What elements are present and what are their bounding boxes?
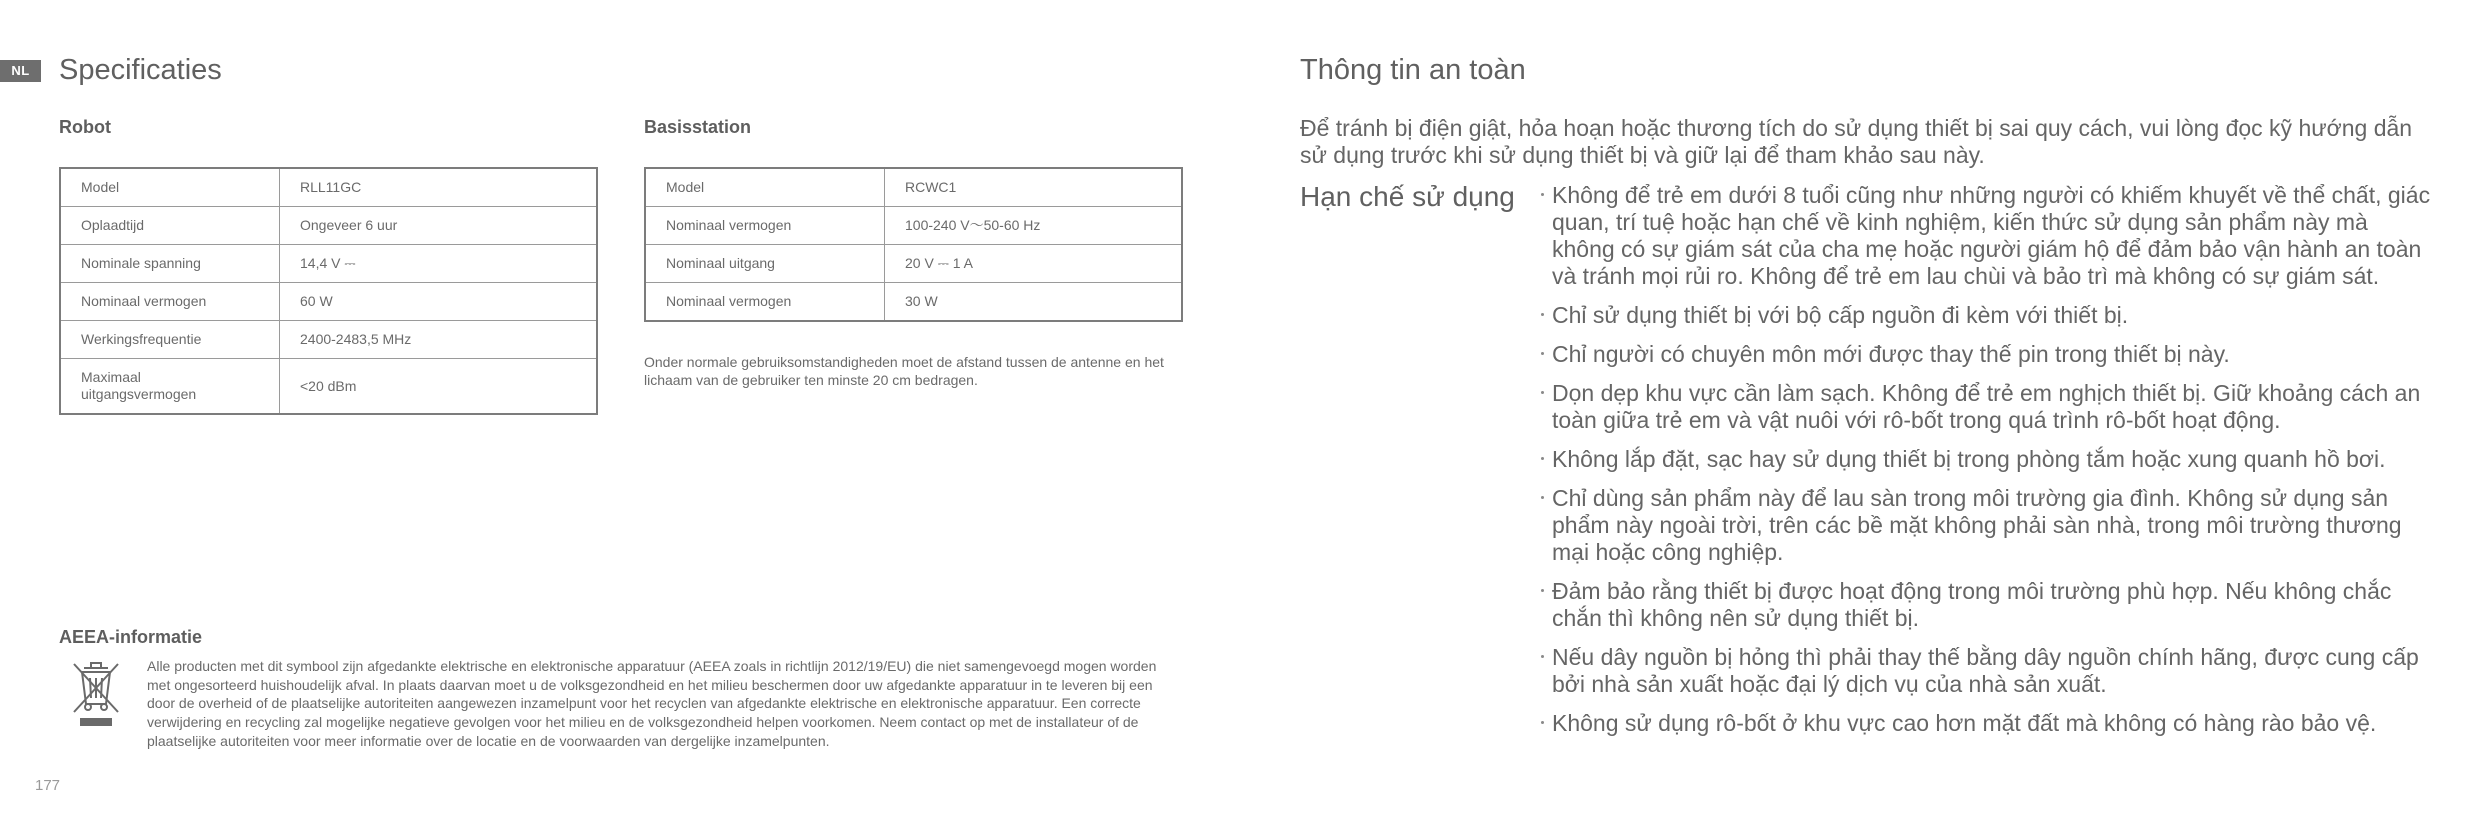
spec-value: 20 V ⎓ 1 A	[885, 245, 1183, 283]
table-row	[60, 168, 597, 207]
spec-key: Model	[60, 168, 280, 207]
list-item	[1541, 710, 2433, 737]
table-row	[60, 245, 597, 283]
spec-key: Model	[645, 168, 885, 207]
base-station-spec-table	[644, 167, 1183, 322]
list-item	[1541, 578, 2433, 632]
aeea-info-text: Alle producten met dit symbool zijn afgedankte elektrische en elektronische apparatuur (AEEA zoals in richtlijn 2012/19/EU) die niet samengevoegd mogen worden met ongesorteerd huishoudelijk afval. In plaats daarvan moet u de volksgezondheid en het milieu beschermen door uw afgedankte apparatuur in te leveren bij een door de overheid of de plaatselijke autoriteiten aangewezen inzamelpunt voor het recyclen van afgedankte elektrische en elektronische apparatuur. Een correcte verwijdering en recycling zal mogelijke negatieve gevolgen voor het milieu en de volksgezondheid helpen voorkomen. Neem contact op met de installateur of de plaatselijke autoriteiten voor meer informatie over de locatie en de voorwaarden van dergelijke inzamelpunten.	[147, 658, 1157, 749]
spec-key: Oplaadtijd	[60, 207, 280, 245]
restriction-heading: Hạn chế sử dụng	[1300, 181, 1515, 212]
table-row	[645, 283, 1182, 322]
bullet-dot-icon	[1541, 655, 1544, 658]
bullet-dot-icon	[1541, 391, 1544, 394]
weee-crossed-bin-icon	[70, 660, 122, 730]
robot-spec-table	[59, 167, 598, 415]
table-row	[60, 321, 597, 359]
list-item-text: Nếu dây nguồn bị hỏng thì phải thay thế bằng dây nguồn chính hãng, được cung cấp bởi nhà sản xuất hoặc đại lý dịch vụ của nhà sản xuất.	[1552, 644, 2419, 697]
bullet-dot-icon	[1541, 313, 1544, 316]
spec-key: Werkingsfrequentie	[60, 321, 280, 359]
page-number: 177	[35, 777, 61, 794]
page-title: Specificaties	[59, 54, 222, 86]
bullet-dot-icon	[1541, 457, 1544, 460]
spec-value: Ongeveer 6 uur	[280, 207, 598, 245]
bullet-dot-icon	[1541, 352, 1544, 355]
spec-value: RLL11GC	[280, 168, 598, 207]
table-row	[60, 207, 597, 245]
list-item-text: Chỉ sử dụng thiết bị với bộ cấp nguồn đi kèm với thiết bị.	[1552, 302, 2129, 328]
list-item-text: Chỉ người có chuyên môn mới được thay thế pin trong thiết bị này.	[1552, 341, 2230, 367]
list-item	[1541, 302, 2433, 329]
list-item	[1541, 485, 2433, 566]
table-row	[60, 359, 597, 415]
list-item	[1541, 341, 2433, 368]
aeea-heading: AEEA-informatie	[59, 627, 203, 647]
spec-value: 100-240 V～50-60 Hz	[885, 207, 1183, 245]
list-item-text: Dọn dẹp khu vực cần làm sạch. Không để trẻ em nghịch thiết bị. Giữ khoảng cách an toàn giữa trẻ em và vật nuôi với rô-bốt trong quá trình rô-bốt hoạt động.	[1552, 380, 2421, 433]
language-tab: NL	[0, 60, 41, 82]
table-row	[60, 283, 597, 321]
list-item-text: Không để trẻ em dưới 8 tuổi cũng như những người có khiếm khuyết về thể chất, giác quan, trí tuệ hoặc hạn chế về kinh nghiệm, kiến thức sử dụng sản phẩm này mà không có sự giám sát của cha mẹ hoặc người giám hộ để đảm bảo vận hành an toàn và tránh mọi rủi ro. Không để trẻ em lau chùi và bảo trì mà không có sự giám sát.	[1552, 182, 2431, 289]
table-row	[645, 245, 1182, 283]
table-row	[645, 207, 1182, 245]
spec-value: 14,4 V ⎓	[280, 245, 598, 283]
spec-value: 30 W	[885, 283, 1183, 322]
restriction-list	[1541, 182, 2433, 749]
spec-value: 60 W	[280, 283, 598, 321]
bullet-dot-icon	[1541, 193, 1544, 196]
table-row	[645, 168, 1182, 207]
safety-title: Thông tin an toàn	[1300, 54, 1526, 86]
bullet-dot-icon	[1541, 496, 1544, 499]
list-item-text: Không lắp đặt, sạc hay sử dụng thiết bị trong phòng tắm hoặc xung quanh hồ bơi.	[1552, 446, 2386, 472]
list-item-text: Chỉ dùng sản phẩm này để lau sàn trong môi trường gia đình. Không sử dụng sản phẩm này ngoài trời, trên các bề mặt không phải sàn nhà, trong môi trường thương mại hoặc công nghiệp.	[1552, 485, 2402, 565]
spec-key: Nominaal vermogen	[60, 283, 280, 321]
list-item	[1541, 380, 2433, 434]
bullet-dot-icon	[1541, 589, 1544, 592]
robot-heading: Robot	[59, 117, 111, 137]
base-station-heading: Basisstation	[644, 117, 752, 137]
list-item	[1541, 182, 2433, 290]
spec-value: RCWC1	[885, 168, 1183, 207]
list-item	[1541, 644, 2433, 698]
spec-key: Nominaal vermogen	[645, 207, 885, 245]
spec-key: Nominaal vermogen	[645, 283, 885, 322]
safety-intro: Để tránh bị điện giật, hỏa hoạn hoặc thương tích do sử dụng thiết bị sai quy cách, vui lòng đọc kỹ hướng dẫn sử dụng trước khi sử dụng thiết bị và giữ lại để tham khảo sau này.	[1300, 115, 2413, 168]
list-item	[1541, 446, 2433, 473]
list-item-text: Đảm bảo rằng thiết bị được hoạt động trong môi trường phù hợp. Nếu không chắc chắn thì không nên sử dụng thiết bị.	[1552, 578, 2392, 631]
antenna-distance-note: Onder normale gebruiksomstandigheden moet de afstand tussen de antenne en het lichaam van de gebruiker ten minste 20 cm bedragen.	[644, 354, 1164, 388]
list-item-text: Không sử dụng rô-bốt ở khu vực cao hơn mặt đất mà không có hàng rào bảo vệ.	[1552, 710, 2377, 736]
spec-key: Nominaal uitgang	[645, 245, 885, 283]
bullet-dot-icon	[1541, 721, 1544, 724]
spec-key: Maximaal uitgangsvermogen	[60, 359, 280, 415]
spec-value: 2400-2483,5 MHz	[280, 321, 598, 359]
spec-value: <20 dBm	[280, 359, 598, 415]
spec-key: Nominale spanning	[60, 245, 280, 283]
